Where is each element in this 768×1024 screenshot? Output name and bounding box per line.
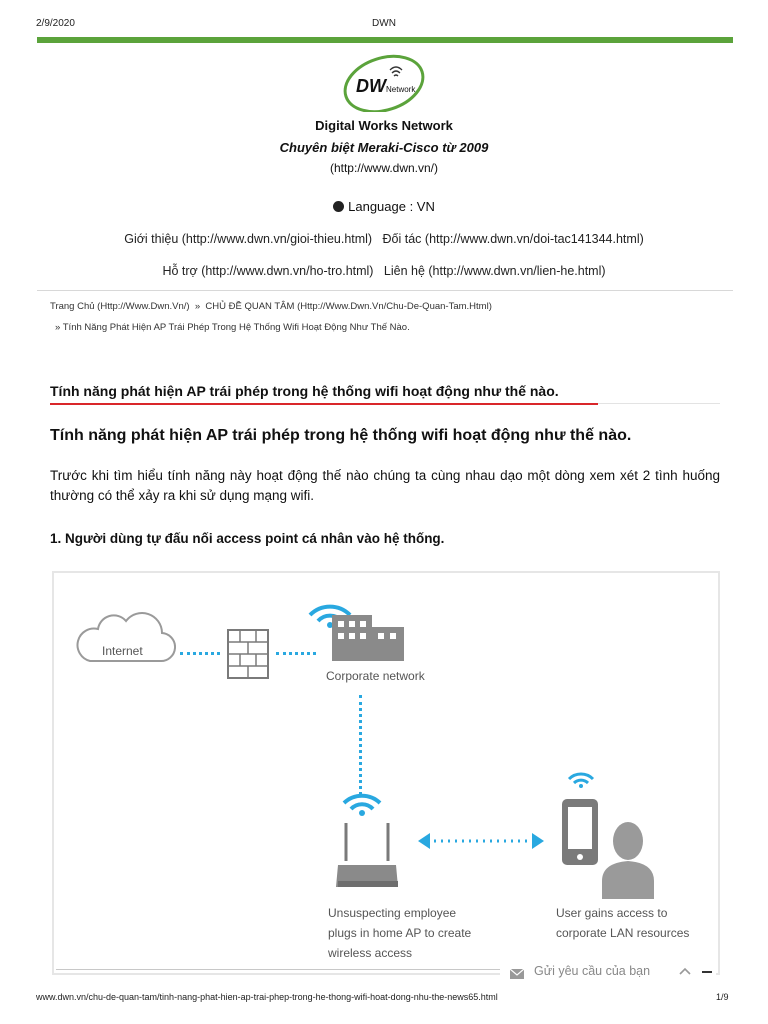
nav-row-2 [0,264,768,278]
article-intro: Trước khi tìm hiểu tính năng này hoạt động thế nào chúng ta cùng nhau dạo một dòng xem xét 2 tình huống thường có thể xảy ra khi sử dụng mạng wifi. [50,468,720,503]
firewall-icon [226,628,270,680]
chat-label: Gửi yêu cầu của bạn [534,964,651,978]
language-selector[interactable] [0,199,768,214]
section-title: Tính năng phát hiện AP trái phép trong hệ thống wifi hoạt động như thế nào. [50,383,559,399]
chat-request-bar[interactable] [500,960,716,982]
phone-wifi-signal-icon [566,767,596,789]
svg-text:DW: DW [356,76,386,96]
breadcrumb [50,301,492,312]
article-heading: Tính năng phát hiện AP trái phép trong hệ thống wifi hoạt động như thế nào. [50,427,632,444]
breadcrumb-current: » Tính Năng Phát Hiện AP Trái Phép Trong Hệ Thống Wifi Hoạt Động Như Thế Nào. [55,322,410,333]
link-internet-firewall [180,652,220,655]
section-title-rule [598,403,720,404]
print-title: DWN [372,18,396,29]
nav-link-gioi-thieu[interactable]: Giới thiệu (http://www.dwn.vn/gioi-thieu.html) [124,232,373,246]
envelope-icon [510,966,524,976]
link-firewall-corporate [276,652,316,655]
ap-wifi-signal-icon [338,783,386,817]
print-date: 2/9/2020 [36,18,75,29]
site-tagline: Chuyên biệt Meraki-Cisco từ 2009 [279,140,489,155]
internet-label: Internet [102,644,143,658]
figure-bottom-rule [56,969,500,970]
phone-icon [560,797,600,867]
header-green-bar [37,37,733,43]
nav-link-ho-tro[interactable]: Hỗ trợ (http://www.dwn.vn/ho-tro.html) [162,264,374,278]
breadcrumb-category[interactable]: CHỦ ĐỀ QUAN TÂM (Http://Www.Dwn.Vn/Chu-De-Quan-Tam.Html) [205,301,492,312]
nav-divider [37,290,733,291]
section-title-underline [50,403,598,405]
article-subheading: 1. Người dùng tự đấu nối access point cá nhân vào hệ thống. [50,531,445,546]
corporate-network-label: Corporate network [326,669,425,683]
minimize-icon[interactable] [702,971,712,973]
site-name: Digital Works Network [315,118,453,133]
print-footer-url: www.dwn.vn/chu-de-quan-tam/tinh-nang-phat-hien-ap-trai-phep-trong-he-thong-wifi-hoat-dong-nhu-the-news65.html [36,992,498,1002]
globe-icon [333,201,344,212]
access-point-icon [334,821,400,891]
corporate-building-icon [330,613,406,663]
site-url-link[interactable]: (http://www.dwn.vn/) [329,161,439,175]
link-corporate-ap [359,695,362,795]
bidirectional-arrow-icon [416,831,546,851]
print-page-number: 1/9 [716,992,729,1002]
nav-row-1 [0,232,768,246]
user-icon [598,819,660,899]
breadcrumb-home[interactable]: Trang Chủ (Http://Www.Dwn.Vn/) [50,301,190,312]
caption-left: Unsuspecting employee plugs in home AP to create wireless access [328,906,472,960]
chevron-up-icon[interactable] [678,964,692,976]
nav-link-doi-tac[interactable]: Đối tác (http://www.dwn.vn/doi-tac141344.html) [382,232,644,246]
caption-right: User gains access to corporate LAN resources [556,906,690,940]
network-diagram [52,571,720,975]
language-label: Language : VN [348,199,435,214]
svg-text:Network: Network [386,85,416,94]
dwn-logo[interactable] [340,50,436,112]
breadcrumb-separator: » [194,301,201,312]
nav-link-lien-he[interactable]: Liên hệ (http://www.dwn.vn/lien-he.html) [383,264,606,278]
